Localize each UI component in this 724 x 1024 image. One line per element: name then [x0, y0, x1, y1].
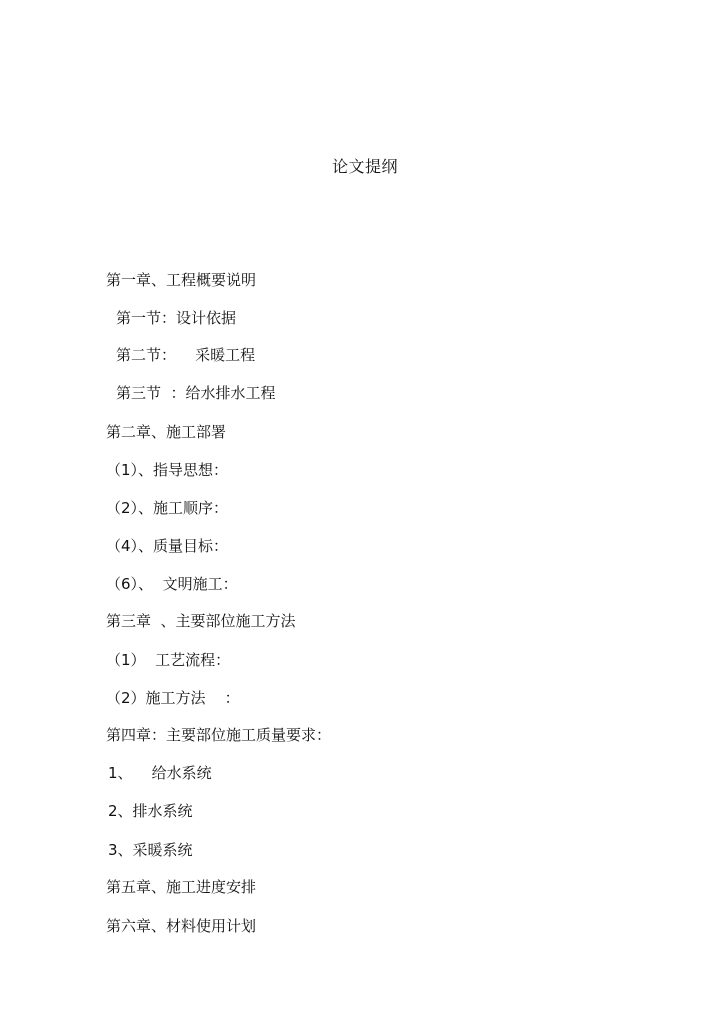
- outline-chapter-3: 第三章 、主要部位施工方法: [106, 612, 296, 630]
- outline-item-2-2: （2）、施工顺序：: [106, 499, 229, 517]
- outline-item-2-6: （6）、 文明施工：: [106, 575, 238, 593]
- outline-section-1-3: 第三节 ：给水排水工程: [116, 384, 276, 402]
- outline-section-1-2: 第二节： 采暖工程: [116, 346, 256, 364]
- outline-item-2-4: （4）、质量目标：: [106, 537, 229, 555]
- outline-chapter-4: 第四章：主要部位施工质量要求：: [106, 726, 332, 744]
- outline-chapter-2: 第二章、施工部署: [106, 423, 227, 441]
- outline-item-4-1: 1、 给水系统: [108, 764, 212, 782]
- document-title: 论文提纲: [331, 157, 398, 176]
- outline-chapter-6: 第六章、材料使用计划: [106, 917, 257, 935]
- outline-item-3-2: （2）施工方法 ：: [106, 689, 240, 707]
- outline-chapter-1: 第一章、工程概要说明: [106, 271, 257, 289]
- outline-item-2-1: （1）、指导思想：: [106, 461, 229, 479]
- outline-item-4-2: 2、排水系统: [108, 802, 193, 820]
- outline-item-3-1: （1） 工艺流程：: [106, 651, 231, 669]
- outline-chapter-5: 第五章、施工进度安排: [106, 878, 257, 896]
- outline-section-1-1: 第一节：设计依据: [116, 309, 237, 327]
- outline-item-4-3: 3、采暖系统: [108, 841, 193, 859]
